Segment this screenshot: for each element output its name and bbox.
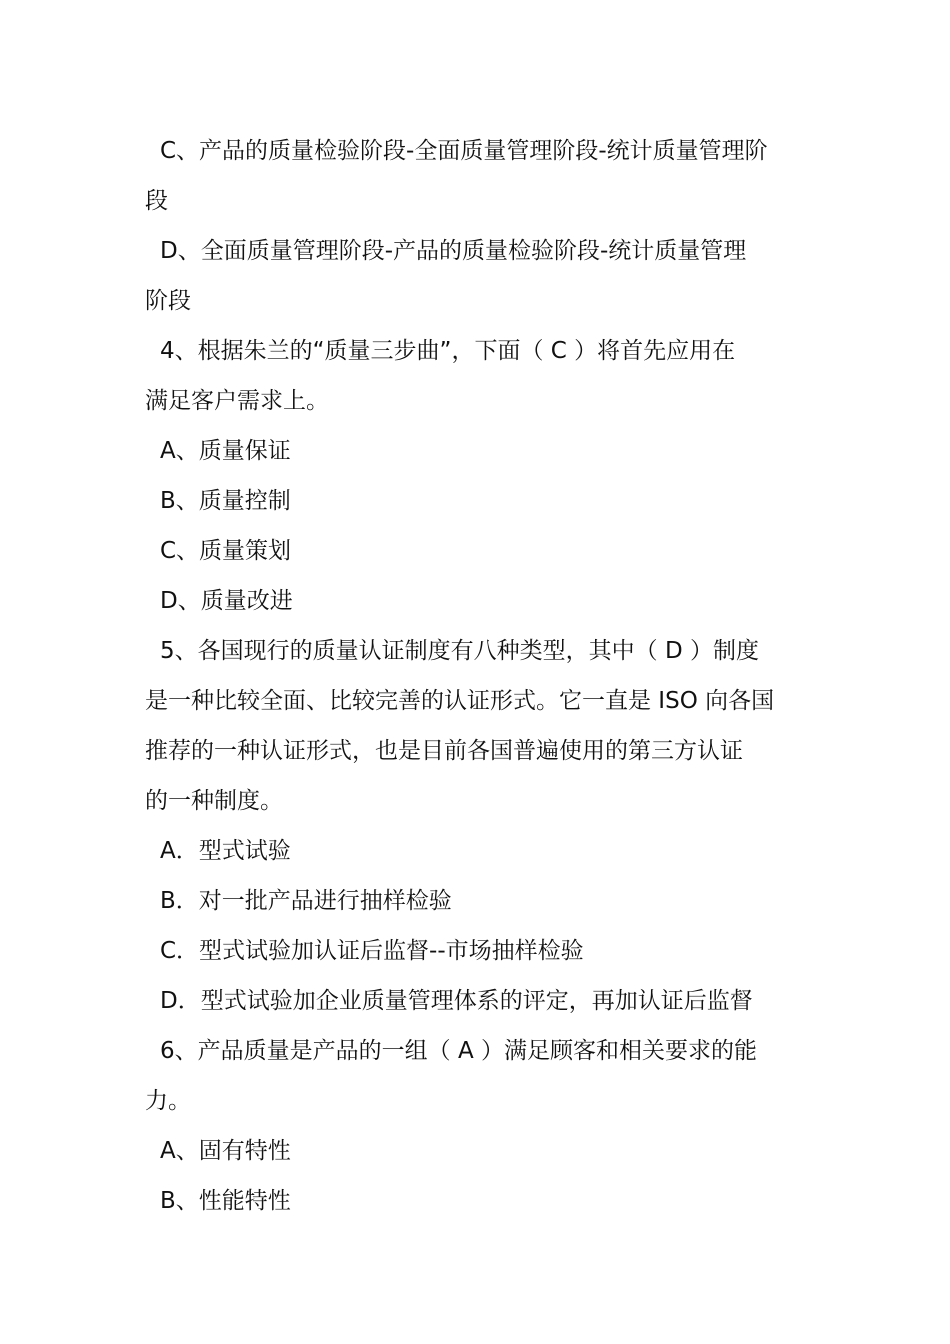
option-3d-line-2: 阶段 xyxy=(145,288,191,314)
option-6a: A、固有特性 xyxy=(160,1138,291,1164)
document-page xyxy=(145,126,810,1226)
question-5-line-2: 是一种比较全面、比较完善的认证形式。它一直是 ISO 向各国 xyxy=(145,688,775,714)
option-3c-line-2: 段 xyxy=(145,188,168,214)
option-3c-line-1: C、产品的质量检验阶段-全面质量管理阶段-统计质量管理阶 xyxy=(160,138,768,164)
question-4-line-1: 4、根据朱兰的“质量三步曲”，下面（ C ）将首先应用在 xyxy=(160,338,736,364)
option-5d: D．型式试验加企业质量管理体系的评定，再加认证后监督 xyxy=(160,988,753,1014)
option-5a: A．型式试验 xyxy=(160,838,291,864)
option-4b: B、质量控制 xyxy=(160,488,291,514)
question-6-line-1: 6、产品质量是产品的一组（ A ）满足顾客和相关要求的能 xyxy=(160,1038,757,1064)
option-4d: D、质量改进 xyxy=(160,588,293,614)
question-5-line-1: 5、各国现行的质量认证制度有八种类型，其中（ D ）制度 xyxy=(160,638,759,664)
option-4a: A、质量保证 xyxy=(160,438,291,464)
option-5c: C．型式试验加认证后监督--市场抽样检验 xyxy=(160,938,584,964)
option-3d-line-1: D、全面质量管理阶段-产品的质量检验阶段-统计质量管理 xyxy=(160,238,747,264)
option-5b: B．对一批产品进行抽样检验 xyxy=(160,888,452,914)
option-4c: C、质量策划 xyxy=(160,538,292,564)
option-6b: B、性能特性 xyxy=(160,1188,291,1214)
question-4-line-2: 满足客户需求上。 xyxy=(145,388,329,414)
question-5-line-3: 推荐的一种认证形式，也是目前各国普遍使用的第三方认证 xyxy=(145,738,743,764)
question-5-line-4: 的一种制度。 xyxy=(145,788,283,814)
question-6-line-2: 力。 xyxy=(145,1088,191,1114)
